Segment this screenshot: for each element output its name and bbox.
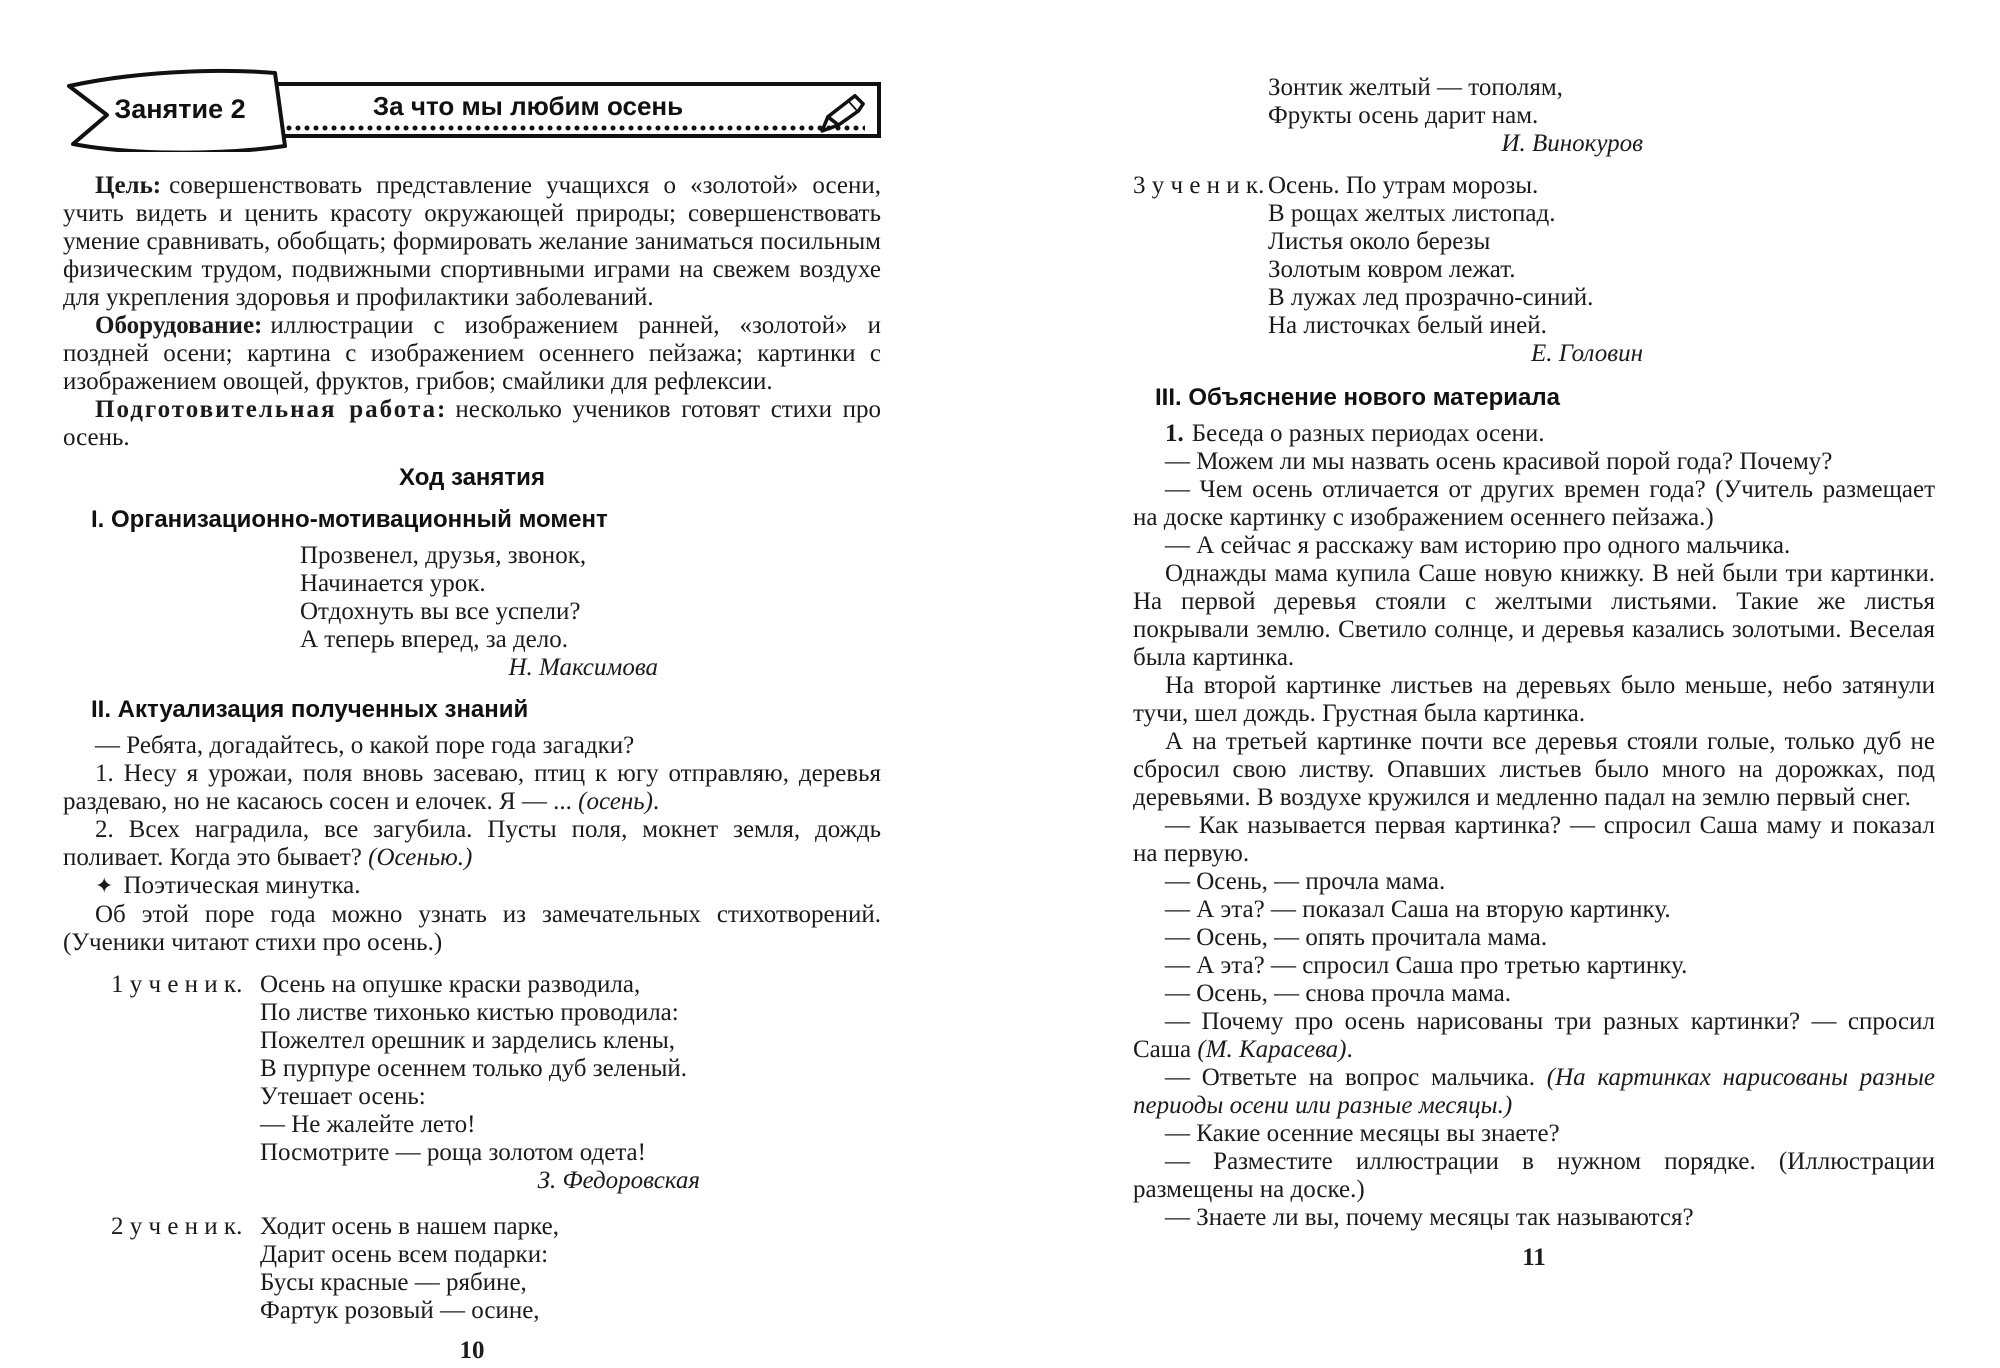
poem-line: Прозвенел, друзья, звонок, xyxy=(300,542,587,569)
riddle-1 xyxy=(63,760,881,816)
dialogue-paragraph xyxy=(1133,868,1935,896)
dialogue-text: — Какие осенние месяцы вы знаете? xyxy=(1165,1120,1560,1147)
poem-line: На листочках белый иней. xyxy=(1268,312,1547,339)
riddle-2-text: 2. Всех наградила, все загубила. Пусты поля, мокнет земля, дождь поливает. Когда это бывает? xyxy=(63,816,881,871)
dialogue-text: А на третьей картинке почти все деревья стояли голые, только дуб не сбросил свою листву. Опавших листьев было много на дорожках, под деревьями. В воздухе кружился и медленно падал на землю первый снег. xyxy=(1133,728,1935,811)
student-3-block xyxy=(1133,172,1935,368)
riddle-intro: — Ребята, догадайтесь, о какой поре года загадки? xyxy=(95,732,635,759)
goal-paragraph xyxy=(63,172,881,312)
poem-line: Дарит осень всем подарки: xyxy=(260,1241,549,1268)
lesson-item-1 xyxy=(1133,420,1935,448)
student-label: 1 у ч е н и к. xyxy=(111,971,243,998)
poem-line: Отдохнуть вы все успели? xyxy=(300,598,581,625)
lesson-label: Занятие 2 xyxy=(114,94,246,124)
poetic-minute-text: Поэтическая минутка. xyxy=(123,872,361,899)
student-poem xyxy=(1268,172,1643,368)
dialogue-text: — Осень, — опять прочитала мама. xyxy=(1165,924,1548,951)
poem-line: Фрукты осень дарит нам. xyxy=(1268,102,1539,129)
dialogue-paragraph xyxy=(1133,812,1935,868)
poem-line: По листве тихонько кистью проводила: xyxy=(260,999,679,1026)
dialogue-text: — Осень, — снова прочла мама. xyxy=(1165,980,1511,1007)
dialogue-text: — А эта? — спросил Саша про третью картинку. xyxy=(1165,952,1688,979)
dialogue-paragraph xyxy=(1133,896,1935,924)
student-label: 3 у ч е н и к. xyxy=(1133,172,1265,199)
equipment-label: Оборудование: xyxy=(95,312,263,339)
riddle-1-end: . xyxy=(652,788,660,815)
dialogue-paragraph xyxy=(1133,728,1935,812)
dialogue-text: — Разместите иллюстрации в нужном порядке. (Иллюстрации размещены на доске.) xyxy=(1133,1148,1935,1203)
dialogue-text: — Осень, — прочла мама. xyxy=(1165,868,1446,895)
riddle-1-answer: (осень) xyxy=(578,788,653,815)
riddle-2-answer: (Осенью.) xyxy=(368,844,473,871)
dialogue-paragraph xyxy=(1133,672,1935,728)
dialogue-text: — Ответьте на вопрос мальчика. xyxy=(1165,1064,1547,1091)
lesson-ribbon xyxy=(63,66,297,152)
course-heading: Ход занятия xyxy=(399,464,545,491)
poem-line: Ходит осень в нашем парке, xyxy=(260,1213,559,1240)
page-right xyxy=(1133,74,1935,1272)
riddle-1-text: 1. Несу я урожаи, поля вновь засеваю, птиц к югу отправляю, деревья раздеваю, но не касаюсь сосен и елочек. Я — ... xyxy=(63,760,881,815)
lesson-title: За что мы любим осень xyxy=(372,91,684,121)
lesson-item-1-text: Беседа о разных периодах осени. xyxy=(1191,420,1545,447)
dialogue-text: — Чем осень отличается от других времен года? (Учитель размещает на доске картинку с изображением осеннего пейзажа.) xyxy=(1133,476,1935,531)
goal-text: совершенствовать представление учащихся о «золотой» осени, учить видеть и ценить красоту окружающей природы; совершенствовать умение сравнивать, обобщать; формировать желание заниматься посильным физическим трудом, подвижными спортивными играми на свежем воздухе для укрепления здоровья и профилактики заболеваний. xyxy=(63,172,881,311)
page-number-left: 10 xyxy=(459,1337,485,1364)
poem-line: В рощах желтых листопад. xyxy=(1268,200,1556,227)
dialogue-paragraph xyxy=(1133,532,1935,560)
poem-line: Зонтик желтый — тополям, xyxy=(1268,74,1563,101)
student-poem xyxy=(260,971,700,1195)
lesson-title-box xyxy=(245,82,881,138)
dialogue-paragraph xyxy=(1133,560,1935,672)
section-heading-2: II. Актуализация полученных знаний xyxy=(91,696,529,723)
poetic-note: Об этой поре года можно узнать из замечательных стихотворений. (Ученики читают стихи про осень.) xyxy=(63,901,881,956)
equipment-paragraph xyxy=(63,312,881,396)
poem-line: Пожелтел орешник и зарделись клены, xyxy=(260,1027,676,1054)
dialogue-paragraph xyxy=(1133,1204,1935,1232)
student-poem xyxy=(260,1213,700,1325)
section-heading-3: III. Объяснение нового материала xyxy=(1155,384,1560,411)
dialogue-paragraph xyxy=(1133,1008,1935,1064)
goal-label: Цель: xyxy=(95,172,162,199)
poem-line: Фартук розовый — осине, xyxy=(260,1297,540,1324)
dialogue-italic: (На картинках нарисованы разные периоды осени или разные месяцы.) xyxy=(1133,1064,1935,1119)
poem-line: Листья около березы xyxy=(1268,228,1491,255)
poem-line: А теперь вперед, за дело. xyxy=(300,626,568,653)
poem-line: Осень. По утрам морозы. xyxy=(1268,172,1539,199)
prep-work-label: Подготовительная работа: xyxy=(95,396,448,423)
poem-author: З. Федоровская xyxy=(537,1167,700,1194)
poem-author: Е. Головин xyxy=(1530,340,1643,367)
dialogue-text: — Можем ли мы назвать осень красивой порой года? Почему? xyxy=(1165,448,1833,475)
dialogue-text: На второй картинке листьев на деревьях было меньше, небо затянули тучи, шел дождь. Грустная была картинка. xyxy=(1133,672,1935,727)
dialogue-paragraph xyxy=(1133,1148,1935,1204)
page-number-right: 11 xyxy=(1522,1244,1546,1271)
poem-continuation xyxy=(1268,74,1643,158)
dialogue-paragraph xyxy=(1133,448,1935,476)
dotted-rule xyxy=(259,125,865,131)
dialogue-text: — А сейчас я расскажу вам историю про одного мальчика. xyxy=(1165,532,1791,559)
poetic-minute xyxy=(63,872,881,901)
dialogue-paragraph xyxy=(1133,924,1935,952)
poem-author: И. Винокуров xyxy=(1501,130,1643,157)
poem-line: Золотым ковром лежат. xyxy=(1268,256,1516,283)
student-1-block xyxy=(63,971,881,1195)
dialogue-text: — А эта? — показал Саша на вторую картинку. xyxy=(1165,896,1671,923)
dialogue-text: . xyxy=(1346,1036,1353,1063)
student-label: 2 у ч е н и к. xyxy=(111,1213,243,1240)
student-2-block xyxy=(63,1213,881,1325)
section-heading-1: I. Организационно-мотивационный момент xyxy=(91,506,608,533)
poem-line: В лужах лед прозрачно-синий. xyxy=(1268,284,1594,311)
poem-line: Начинается урок. xyxy=(300,570,486,597)
dialogue-paragraph xyxy=(1133,952,1935,980)
riddle-2 xyxy=(63,816,881,872)
prep-work-text: несколько учеников готовят стихи про осень. xyxy=(63,396,881,451)
dialogue-paragraph xyxy=(1133,1120,1935,1148)
lesson-item-1-num: 1. xyxy=(1165,420,1184,447)
dialogue-text: Однажды мама купила Саше новую книжку. В ней были три картинки. На первой деревья стояли с желтыми листьями. Такие же листья покрывали землю. Светило солнце, и деревья казались золотыми. Веселая была картинка. xyxy=(1133,560,1935,671)
poem-author: Н. Максимова xyxy=(508,654,658,681)
poem-line: Бусы красные — рябине, xyxy=(260,1269,527,1296)
poem-line: Осень на опушке краски разводила, xyxy=(260,971,641,998)
dialogue-paragraph xyxy=(1133,1064,1935,1120)
dialogue-text: — Почему про осень нарисованы три разных картинки? — спросил Саша xyxy=(1133,1008,1935,1063)
dialogue-paragraph xyxy=(1133,476,1935,532)
dialogue-italic: (М. Карасева) xyxy=(1197,1036,1347,1063)
prep-work-paragraph xyxy=(63,396,881,452)
poem-line: Утешает осень: xyxy=(260,1083,426,1110)
opening-poem xyxy=(300,542,658,682)
lesson-header xyxy=(63,62,881,146)
poem-line: — Не жалейте лето! xyxy=(260,1111,476,1138)
page-left xyxy=(63,62,881,1365)
dialogue-text: — Как называется первая картинка? — спросил Саша маму и показал на первую. xyxy=(1133,812,1935,867)
dialogue-paragraph xyxy=(1133,980,1935,1008)
star-icon: ✦ xyxy=(95,874,114,899)
dialogue-text: — Знаете ли вы, почему месяцы так называются? xyxy=(1165,1204,1694,1231)
poem-line: Посмотрите — роща золотом одета! xyxy=(260,1139,646,1166)
equipment-text: иллюстрации с изображением ранней, «золотой» и поздней осени; картина с изображением осеннего пейзажа; картинки с изображением овощей, фруктов, грибов; смайлики для рефлексии. xyxy=(63,312,881,395)
poem-line: В пурпуре осеннем только дуб зеленый. xyxy=(260,1055,688,1082)
